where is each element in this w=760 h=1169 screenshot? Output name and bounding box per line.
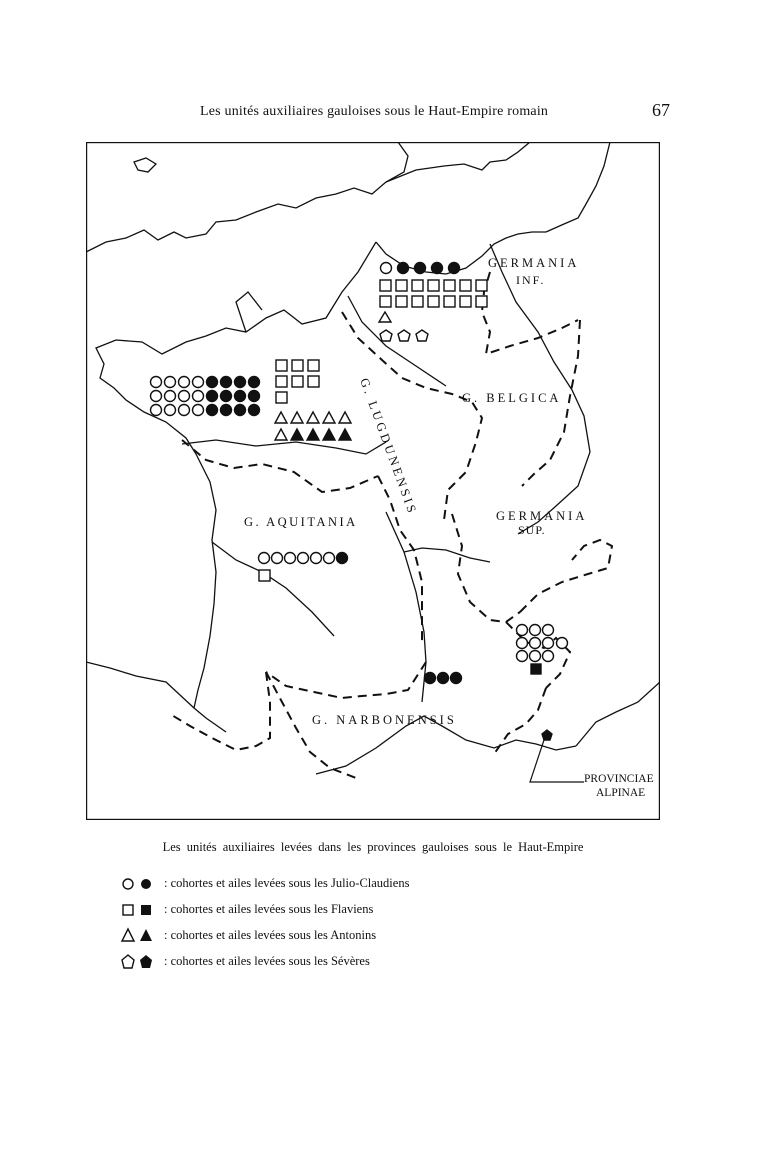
legend-text: : cohortes et ailes levées sous les Julio-Claudiens — [164, 876, 410, 890]
legend-text: : cohortes et ailes levées sous les Antonins — [164, 928, 377, 942]
label-germania-inf: GERMANIA — [488, 256, 580, 270]
legend-row-severan — [120, 952, 540, 978]
unit-group-narbonensis — [425, 673, 462, 684]
legend — [120, 874, 540, 978]
figure-caption: Les unités auxiliaires levées dans les provinces gauloises sous le Haut-Empire — [162, 840, 584, 854]
label-germania-sup-suffix: SUP. — [518, 523, 546, 537]
map-figure — [86, 142, 660, 820]
pentagon-symbols — [120, 952, 160, 972]
label-alpinae: PROVINCIAE — [584, 773, 654, 785]
legend-text: : cohortes et ailes levées sous les Flaviens — [164, 902, 374, 916]
square-symbols — [120, 900, 160, 920]
label-germania-inf-suffix: INF. — [516, 273, 546, 287]
circle-symbols — [120, 874, 160, 894]
legend-row-antonine — [120, 926, 540, 952]
page-number: 67 — [652, 100, 670, 120]
label-alpinae-suffix: ALPINAE — [596, 787, 646, 799]
triangle-symbols — [120, 926, 160, 946]
legend-row-julio-claudian — [120, 874, 540, 900]
legend-row-flavian — [120, 900, 540, 926]
gaul-provinces-map — [86, 142, 660, 820]
page-header — [150, 100, 670, 128]
label-narbonensis: G. NARBONENSIS — [312, 713, 457, 727]
label-lugdunensis: G. LUGDUNENSIS — [357, 376, 420, 518]
label-germania-sup: GERMANIA — [496, 509, 588, 523]
legend-text: : cohortes et ailes levées sous les Sévères — [164, 954, 370, 968]
running-title: Les unités auxiliaires gauloises sous le Haut-Empire romain — [200, 104, 549, 119]
label-aquitania: G. AQUITANIA — [244, 515, 358, 529]
label-belgica: G. BELGICA — [462, 391, 562, 405]
